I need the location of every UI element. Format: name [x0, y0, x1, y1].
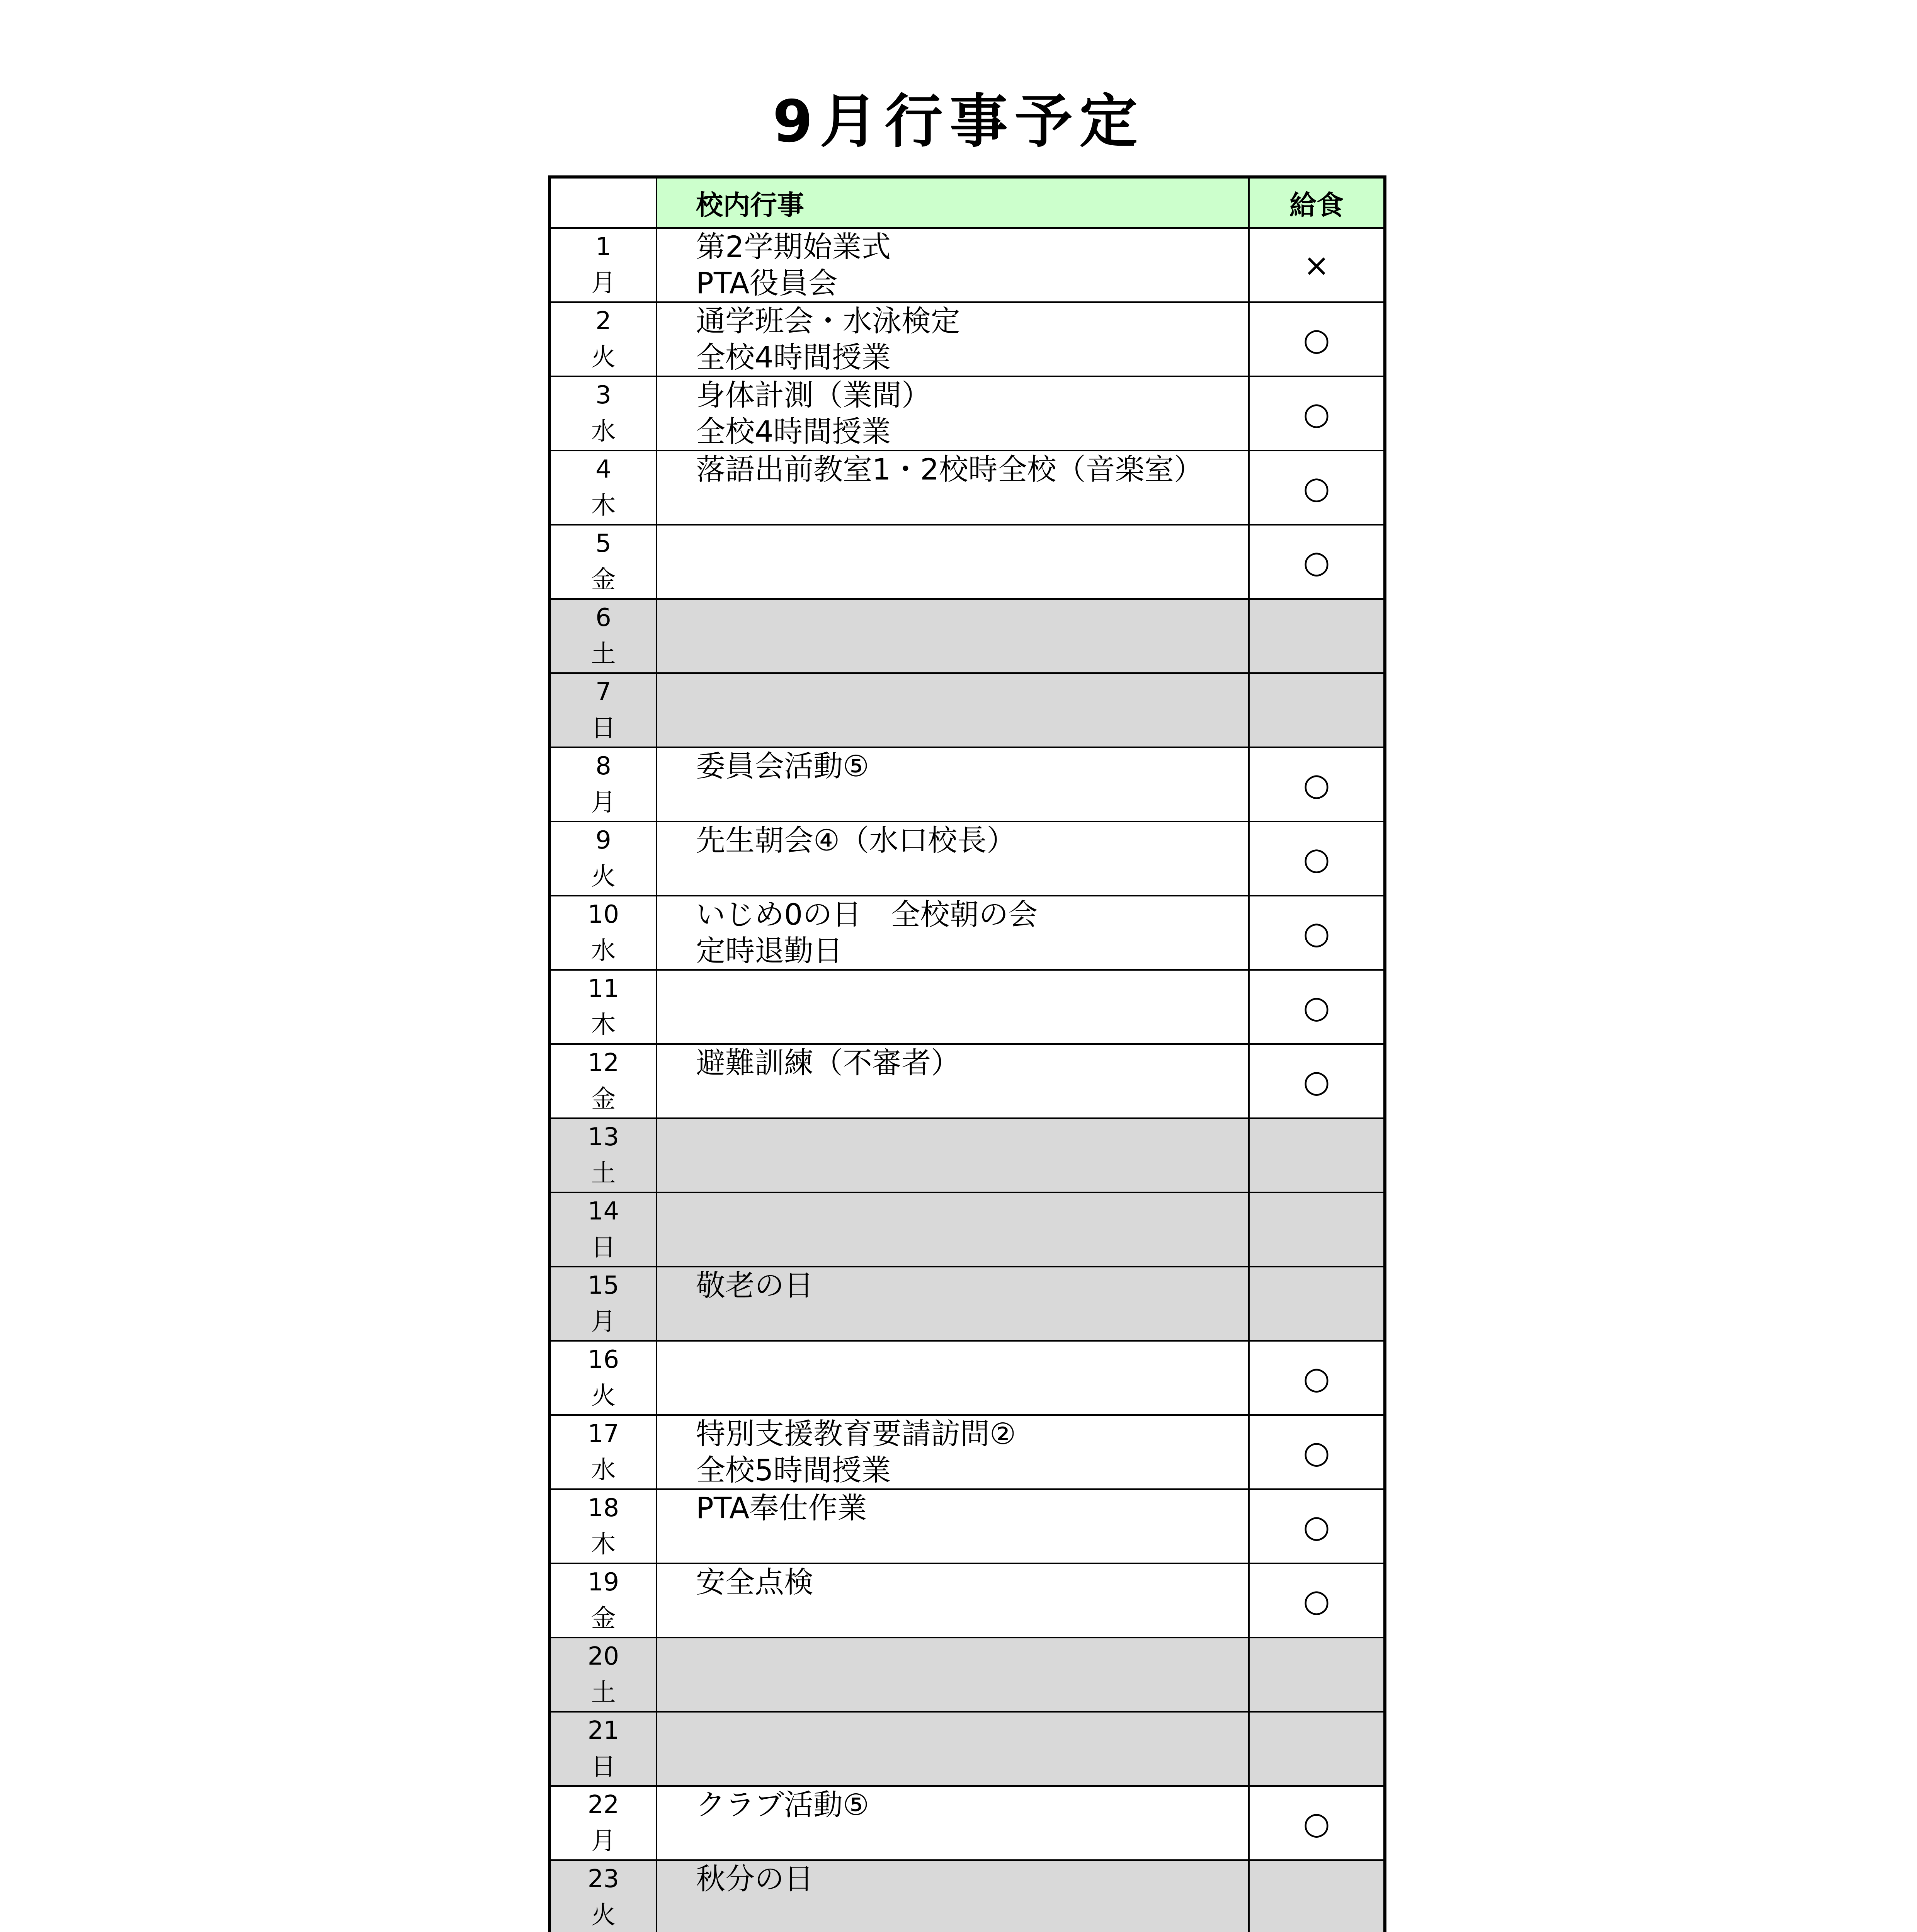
weekday: 月: [591, 269, 616, 298]
date-cell: [549, 599, 657, 673]
lunch-mark: ○: [1249, 1044, 1385, 1118]
table-row: [549, 228, 1385, 302]
lunch-mark: [1249, 599, 1385, 673]
day-number: 15: [587, 1271, 619, 1300]
date-cell: [549, 451, 657, 525]
lunch-mark: [1249, 1267, 1385, 1341]
page-title: 9月行事予定: [772, 88, 1145, 155]
event-cell: [657, 525, 1249, 599]
lunch-mark: ○: [1249, 1786, 1385, 1860]
header-row: [549, 177, 1385, 228]
table-row: [549, 1638, 1385, 1712]
weekday: 金: [591, 1604, 616, 1633]
date-cell: [549, 1712, 657, 1786]
date-cell: [549, 1638, 657, 1712]
event-cell: [657, 1267, 1249, 1341]
event-cell: [657, 747, 1249, 821]
event-cell: [657, 1860, 1249, 1932]
event-cell: [657, 599, 1249, 673]
event-cell: [657, 1415, 1249, 1489]
day-number: 23: [587, 1865, 619, 1893]
weekday: 水: [591, 937, 616, 965]
weekday: 木: [591, 1011, 616, 1039]
event-line: 安全点検: [696, 1565, 813, 1599]
day-number: 4: [595, 455, 611, 484]
event-line: PTA奉仕作業: [696, 1491, 867, 1525]
date-cell: [549, 1563, 657, 1638]
table-row: [549, 1118, 1385, 1192]
event-cell: [657, 821, 1249, 896]
day-number: 6: [595, 604, 611, 632]
event-line: 落語出前教室1・2校時全校（音楽室）: [696, 452, 1203, 486]
event-cell: [657, 970, 1249, 1044]
event-cell: [657, 1489, 1249, 1563]
table-row: [549, 1712, 1385, 1786]
table-row: [549, 599, 1385, 673]
weekday: 水: [591, 417, 616, 446]
lunch-mark: [1249, 1860, 1385, 1932]
date-cell: [549, 1192, 657, 1267]
day-number: 2: [595, 307, 611, 335]
day-number: 9: [595, 826, 611, 855]
date-cell: [549, 1341, 657, 1415]
date-cell: [549, 1489, 657, 1563]
event-cell: [657, 1786, 1249, 1860]
event-line: PTA役員会: [696, 266, 838, 300]
date-cell: [549, 1267, 657, 1341]
date-cell: [549, 1860, 657, 1932]
event-cell: [657, 1712, 1249, 1786]
event-cell: [657, 1192, 1249, 1267]
day-number: 18: [587, 1494, 619, 1522]
table-row: [549, 1415, 1385, 1489]
date-cell: [549, 673, 657, 747]
table-row: [549, 302, 1385, 376]
lunch-mark: ○: [1249, 1489, 1385, 1563]
table-row: [549, 1489, 1385, 1563]
lunch-mark: [1249, 673, 1385, 747]
lunch-mark: ○: [1249, 1341, 1385, 1415]
weekday: 月: [591, 788, 616, 817]
day-number: 20: [587, 1642, 619, 1671]
event-line: 通学班会・水泳検定: [696, 304, 960, 338]
weekday: 月: [591, 1827, 616, 1855]
header-date: [549, 177, 657, 228]
weekday: 火: [591, 862, 616, 891]
event-cell: [657, 451, 1249, 525]
date-cell: [549, 302, 657, 376]
date-cell: [549, 1044, 657, 1118]
day-number: 13: [587, 1123, 619, 1151]
date-cell: [549, 376, 657, 451]
event-line: クラブ活動⑤: [696, 1787, 869, 1822]
table-row: [549, 970, 1385, 1044]
table-row: [549, 1786, 1385, 1860]
event-line: 先生朝会④（水口校長）: [696, 823, 1016, 857]
day-number: 22: [587, 1791, 619, 1819]
day-number: 11: [587, 975, 619, 1003]
lunch-mark: ○: [1249, 525, 1385, 599]
weekday: 月: [591, 1308, 616, 1336]
weekday: 日: [591, 1233, 616, 1262]
lunch-mark: ○: [1249, 970, 1385, 1044]
event-line: 身体計測（業間）: [696, 378, 931, 412]
lunch-mark: [1249, 1638, 1385, 1712]
table-row: [549, 821, 1385, 896]
event-cell: [657, 302, 1249, 376]
day-number: 19: [587, 1568, 619, 1597]
weekday: 日: [591, 714, 616, 743]
lunch-mark: ×: [1249, 228, 1385, 302]
header-event: 校内行事: [657, 177, 1249, 228]
date-cell: [549, 1118, 657, 1192]
event-line: 第2学期始業式: [696, 230, 891, 264]
event-cell: [657, 228, 1249, 302]
lunch-mark: ○: [1249, 1415, 1385, 1489]
lunch-mark: ○: [1249, 896, 1385, 970]
lunch-mark: [1249, 1118, 1385, 1192]
day-number: 17: [587, 1420, 619, 1448]
date-cell: [549, 747, 657, 821]
event-line: 委員会活動⑤: [696, 749, 869, 783]
lunch-mark: ○: [1249, 747, 1385, 821]
weekday: 土: [591, 1159, 616, 1188]
date-cell: [549, 1786, 657, 1860]
lunch-mark: ○: [1249, 451, 1385, 525]
date-cell: [549, 821, 657, 896]
event-line: 避難訓練（不審者）: [696, 1046, 960, 1080]
event-line: 秋分の日: [696, 1862, 813, 1896]
weekday: 火: [591, 343, 616, 372]
weekday: 日: [591, 1753, 616, 1781]
table-row: [549, 673, 1385, 747]
lunch-mark: ○: [1249, 821, 1385, 896]
event-line: 全校4時間授業: [696, 414, 891, 449]
table-row: [549, 1860, 1385, 1932]
event-line: 敬老の日: [696, 1268, 813, 1303]
event-line: 定時退勤日: [696, 934, 843, 968]
lunch-mark: ○: [1249, 376, 1385, 451]
table-row: [549, 1192, 1385, 1267]
table-row: [549, 1563, 1385, 1638]
header-lunch: 給食: [1249, 177, 1385, 228]
date-cell: [549, 1415, 657, 1489]
lunch-mark: ○: [1249, 302, 1385, 376]
weekday: 火: [591, 1382, 616, 1410]
day-number: 21: [587, 1716, 619, 1745]
lunch-mark: [1249, 1192, 1385, 1267]
day-number: 3: [595, 381, 611, 410]
lunch-mark: ○: [1249, 1563, 1385, 1638]
date-cell: [549, 896, 657, 970]
event-cell: [657, 376, 1249, 451]
table-row: [549, 747, 1385, 821]
table-row: [549, 1044, 1385, 1118]
schedule-body: [549, 228, 1385, 1932]
table-row: [549, 376, 1385, 451]
table-row: [549, 896, 1385, 970]
event-line: いじめ0の日 全校朝の会: [696, 897, 1038, 932]
schedule-table: [548, 175, 1386, 1932]
day-number: 16: [587, 1345, 619, 1374]
date-cell: [549, 525, 657, 599]
date-cell: [549, 970, 657, 1044]
table-row: [549, 1267, 1385, 1341]
weekday: 土: [591, 640, 616, 668]
day-number: 1: [595, 233, 611, 261]
day-number: 12: [587, 1049, 619, 1077]
weekday: 土: [591, 1679, 616, 1707]
event-cell: [657, 1044, 1249, 1118]
event-cell: [657, 1118, 1249, 1192]
event-cell: [657, 896, 1249, 970]
weekday: 金: [591, 566, 616, 594]
day-number: 5: [595, 529, 611, 558]
date-cell: [549, 228, 657, 302]
weekday: 水: [591, 1456, 616, 1485]
event-cell: [657, 1563, 1249, 1638]
weekday: 金: [591, 1085, 616, 1114]
table-row: [549, 1341, 1385, 1415]
event-line: 全校4時間授業: [696, 340, 891, 374]
weekday: 木: [591, 1530, 616, 1559]
day-number: 14: [587, 1197, 619, 1226]
table-row: [549, 451, 1385, 525]
table-row: [549, 525, 1385, 599]
day-number: 8: [595, 752, 611, 781]
event-cell: [657, 1638, 1249, 1712]
event-line: 特別支援教育要請訪問②: [696, 1417, 1016, 1451]
day-number: 7: [595, 678, 611, 706]
weekday: 木: [591, 492, 616, 520]
event-line: 全校5時間授業: [696, 1453, 891, 1487]
lunch-mark: [1249, 1712, 1385, 1786]
day-number: 10: [587, 900, 619, 929]
event-cell: [657, 1341, 1249, 1415]
weekday: 火: [591, 1901, 616, 1930]
event-cell: [657, 673, 1249, 747]
